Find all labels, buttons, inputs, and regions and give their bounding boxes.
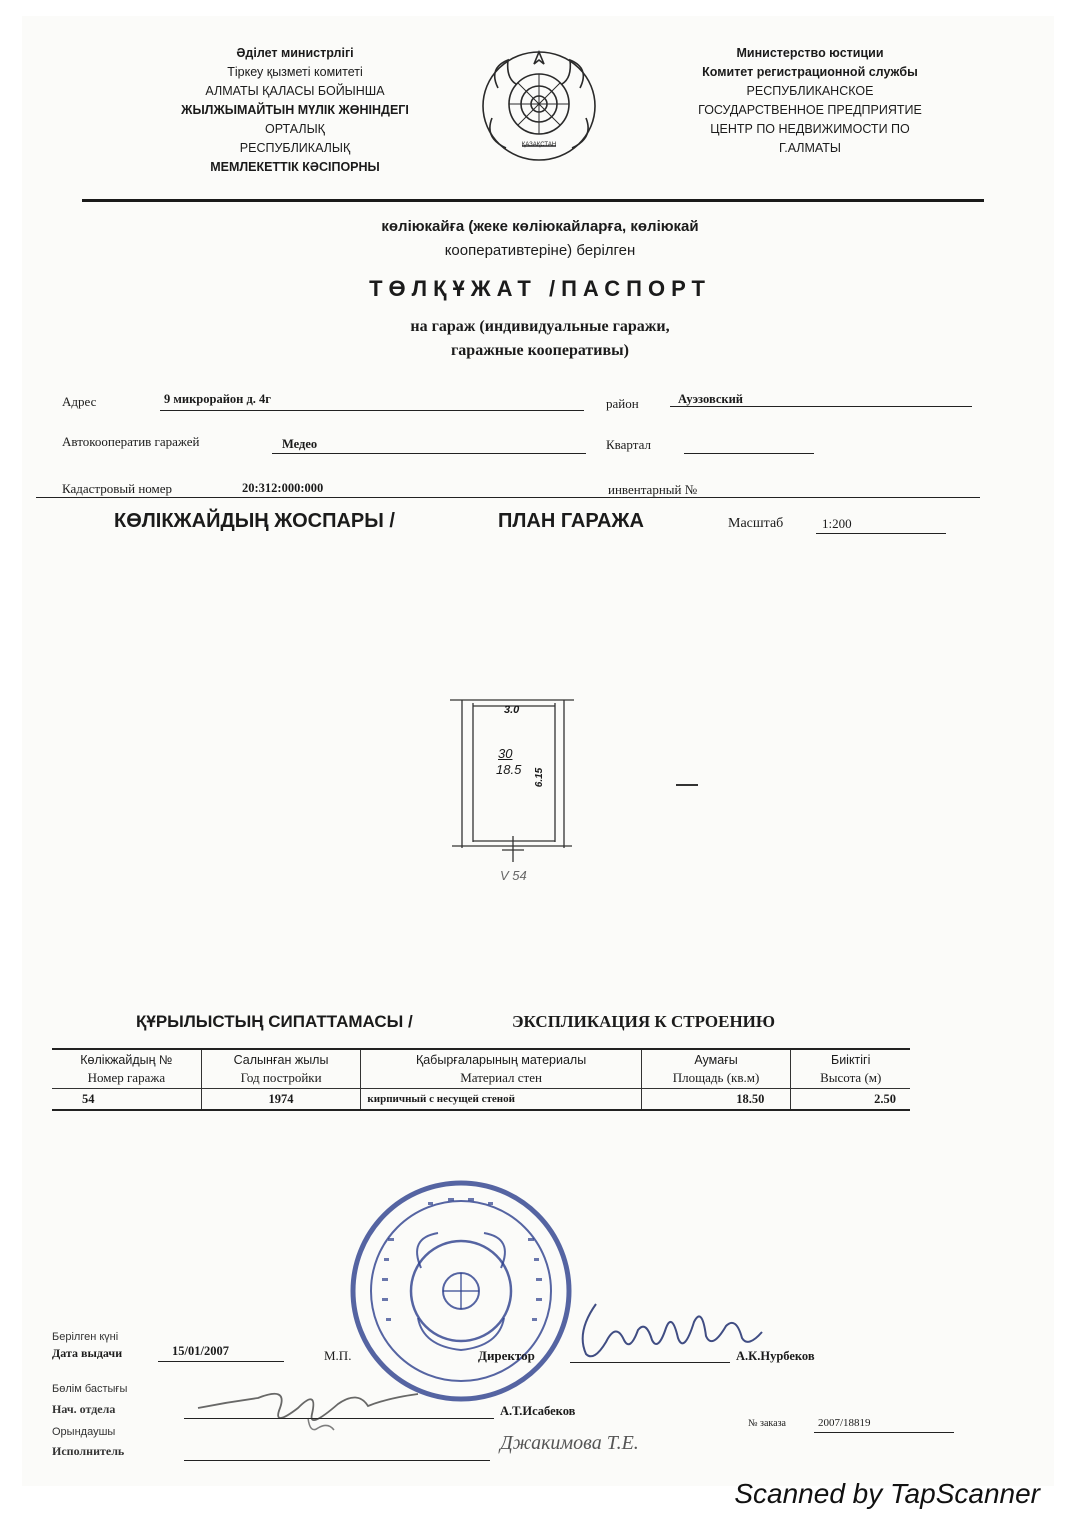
inventory-label: инвентарный № (608, 482, 698, 497)
plan-area-denominator: 18.5 (496, 762, 522, 777)
garage-plan-drawing (440, 690, 580, 890)
table-row (52, 1089, 910, 1111)
scale-value: 1:200 (822, 516, 852, 531)
subtitle-ru-line2: гаражные кооперативы) (451, 342, 629, 359)
issue-date-value: 15/01/2007 (172, 1344, 229, 1358)
subtitle-ru-line1: на гараж (индивидуальные гаражи, (410, 318, 670, 335)
header-right-line: РЕСПУБЛИКАНСКОЕ (746, 84, 874, 98)
director-signature (566, 1292, 786, 1372)
quarter-label: Квартал (606, 437, 651, 452)
plan-dim-top: 3.0 (504, 704, 520, 716)
header-right-line: Министерство юстиции (736, 46, 884, 60)
plan-title-ru: ПЛАН ГАРАЖА (498, 510, 644, 532)
state-emblem (478, 48, 600, 166)
header-left-line: МЕМЛЕКЕТТІК КӘСІПОРНЫ (210, 160, 380, 174)
header-right-line: Комитет регистрационной службы (702, 65, 918, 79)
executor-label-kz: Орындаушы (52, 1426, 116, 1438)
explication-title-ru: ЭКСПЛИКАЦИЯ К СТРОЕНИЮ (512, 1012, 776, 1031)
executor-label-ru: Исполнитель (52, 1444, 125, 1458)
subtitle-kz-line1: көліюкайға (жеке көліюкайларға, көліюкай (381, 218, 699, 235)
col-area: Аумағы Площадь (кв.м) (641, 1049, 791, 1089)
order-number-label: № заказа (748, 1418, 786, 1429)
cell-garage-number: 54 (52, 1089, 201, 1111)
emblem-text: ҚАЗАҚСТАН (521, 142, 557, 148)
header-right-line: ГОСУДАРСТВЕННОЕ ПРЕДПРИЯТИЕ (698, 103, 922, 117)
director-label: Директор (478, 1348, 535, 1363)
address-value: 9 микрорайон д. 4г (164, 392, 271, 406)
subtitle-kz-line2: кооперативтеріне) берілген (444, 242, 636, 259)
executor-name-handwritten: Джакимова Т.Е. (500, 1432, 639, 1454)
header-right-line: Г.АЛМАТЫ (778, 141, 841, 155)
explication-table (52, 1048, 910, 1111)
cadastral-value: 20:312:000:000 (242, 481, 324, 495)
order-number-value: 2007/18819 (818, 1417, 871, 1429)
issue-date-label-kz: Берілген күні (52, 1331, 119, 1343)
header-left-line: РЕСПУБЛИКАЛЫҚ (239, 141, 351, 155)
header-left-line: АЛМАТЫ ҚАЛАСЫ БОЙЫНША (205, 84, 385, 98)
address-label: Адрес (62, 394, 97, 409)
coop-label: Автокооператив гаражей (62, 434, 200, 449)
cell-wall-material: кирпичный с несущей стеной (361, 1089, 641, 1111)
header-divider (82, 199, 984, 202)
issue-date-label-ru: Дата выдачи (52, 1346, 123, 1360)
seal-place-label: М.П. (324, 1348, 352, 1363)
executor-signature-line (184, 1460, 490, 1461)
order-number-underline (814, 1432, 954, 1433)
coop-underline (272, 453, 586, 454)
district-value: Ауэзовский (678, 392, 744, 406)
col-year: Салынған жылы Год постройки (201, 1049, 361, 1089)
plan-title-kz: КӨЛІКЖАЙДЫҢ ЖОСПАРЫ / (114, 510, 395, 532)
head-label-kz: Бөлім бастығы (52, 1383, 128, 1395)
plan-stray-mark (676, 784, 698, 786)
header-left-line: ОРТАЛЫҚ (265, 122, 325, 136)
cadastral-underline (36, 497, 980, 498)
col-garage-number: Көлікжайдың № Номер гаража (52, 1049, 201, 1089)
explication-title-kz: ҚҰРЫЛЫСТЫҢ СИПАТТАМАСЫ / (136, 1012, 413, 1031)
plan-area-numerator: 30 (498, 746, 513, 761)
table-header-row (52, 1049, 910, 1089)
district-underline (670, 406, 972, 407)
header-left-line: Әділет министрлігі (236, 46, 354, 60)
director-name: А.К.Нурбеков (736, 1349, 815, 1363)
cell-year: 1974 (201, 1089, 361, 1111)
scale-label: Масштаб (728, 516, 784, 531)
scale-underline (816, 533, 946, 534)
issue-date-underline (158, 1361, 284, 1362)
scanner-watermark: Scanned by TapScanner (734, 1478, 1040, 1509)
header-left-line: Тіркеу қызметі комитеті (227, 65, 363, 79)
header-left-kz (110, 44, 480, 177)
quarter-underline (684, 453, 814, 454)
document-title: ТӨЛҚҰЖАТ /ПАСПОРТ (369, 276, 711, 301)
cell-area: 18.50 (641, 1089, 791, 1111)
head-name: А.Т.Исабеков (500, 1404, 576, 1418)
coop-value: Медео (282, 437, 318, 451)
cadastral-label: Кадастровый номер (62, 481, 173, 496)
address-underline (160, 410, 584, 411)
cell-height: 2.50 (791, 1089, 910, 1111)
col-height: Биіктігі Высота (м) (791, 1049, 910, 1089)
header-left-line: ЖЫЛЖЫМАЙТЫН МҮЛІК ЖӨНІНДЕГІ (181, 103, 409, 117)
header-right-ru (640, 44, 980, 158)
district-label: район (606, 396, 639, 411)
plan-dim-side: 6.15 (534, 767, 546, 788)
col-wall-material: Қабырғаларының материалы Материал стен (361, 1049, 641, 1089)
header-right-line: ЦЕНТР ПО НЕДВИЖИМОСТИ ПО (710, 122, 910, 136)
head-signature (188, 1368, 428, 1448)
plan-garage-mark: V 54 (500, 868, 527, 883)
head-label-ru: Нач. отдела (52, 1402, 116, 1416)
